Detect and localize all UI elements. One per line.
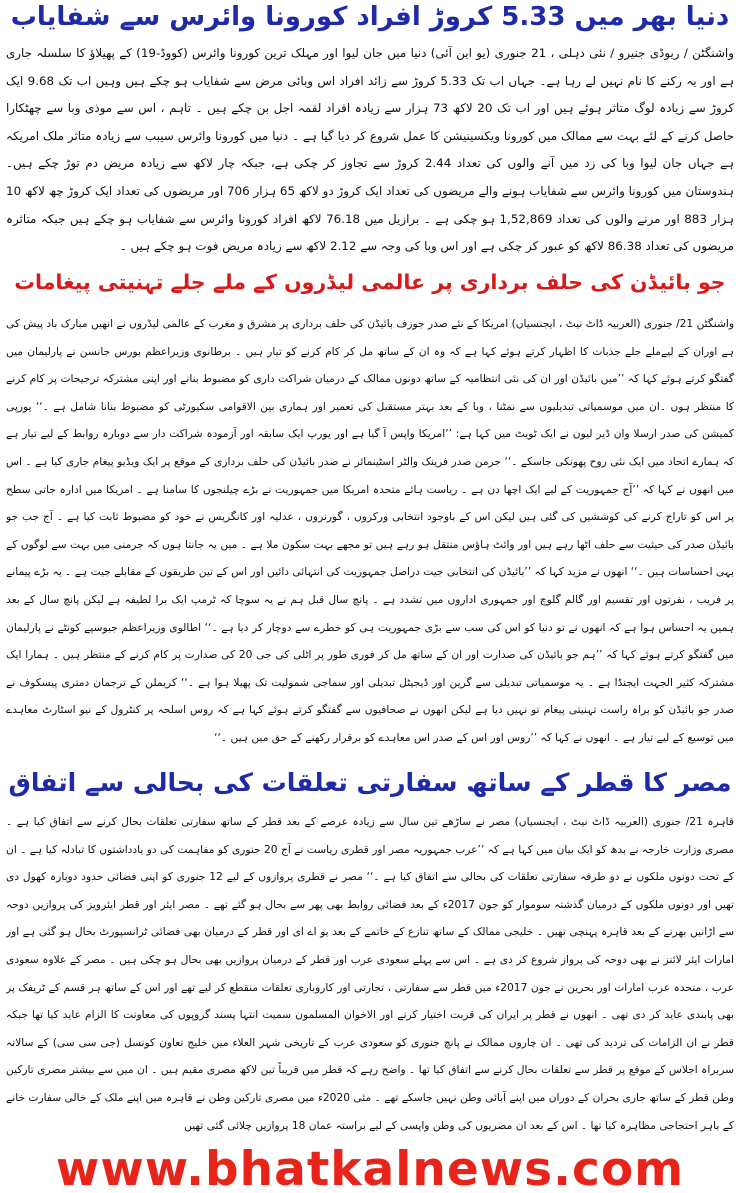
website-banner[interactable]: www.bhatkalnews.com bbox=[55, 1146, 685, 1193]
article-covid-recoveries bbox=[6, 2, 734, 270]
article-biden-inauguration bbox=[6, 270, 734, 768]
headline-covid-recoveries: دنیا بھر میں 5.33 کروڑ افراد کورونا وائرس سے شفایاب bbox=[10, 2, 730, 32]
article-egypt-qatar-relations bbox=[6, 768, 734, 1144]
headline-biden-inauguration: جو بائیڈن کی حلف برداری پر عالمی لیڈروں کے ملے جلے تہنیتی پیغامات bbox=[14, 270, 726, 294]
body-egypt-qatar-relations: قاہرہ 21/ جنوری (العربیہ ڈاٹ نیٹ ، ایجنسیاں) مصر نے ساڑھے تین سال سے زیادہ عرصے کے بعد قطر کے ساتھ سفارتی تعلقات بحال کرنے سے اتفاق کیا ہے ۔ مصری وزارت خارجہ نے بدھ کو ایک بیان میں کہا ہے کہ ’’عرب جمہوریہ مصر اور قطری ریاست نے آج 20 جنوری کو مفاہمت کی دو یادداشتوں کا تبادلہ کیا ہے ۔ ان کے تحت دونوں ملکوں نے دو طرفہ سفارتی تعلقات کی بحالی سے اتفاق کیا ہے ۔‘‘ مصر نے قطری پروازوں کے لیے 12 جنوری کو اپنی فضائی حدود دوبارہ کھول دی تھیں اور دونوں ملکوں کے درمیان گذشتہ سوموار کو جون 2017ء کے بعد فضائی روابط بھی پھر سے بحال ہو گئے تھے ۔ مصر ایئر اور قطر ایئرویز کی پروازیں دوحہ سے اڑانیں بھرنے کے بعد قاہرہ پہنچی تھیں ۔ خلیجی ممالک کے ساتھ تنازع کے خاتمے کے بعد یو اے ای اور قطر کے درمیان بھی فضائی ٹرانسپورٹ بحال ہو گئی ہے اور امارات ایئر لائنز نے بھی دوحہ کی پرواز شروع کر دی ہے ۔ اس سے پہلے سعودی عرب اور قطر کے درمیان پروازیں بھی بحال ہو چکی ہیں ۔ مصر کے علاوہ سعودی عرب ، متحدہ عرب امارات اور بحرین نے جون 2017ء میں قطر سے سفارتی ، تجارتی اور کاروباری تعلقات منقطع کر لیے تھے اور اس کے ساتھ ہر قسم کے ٹریفک پر بھی پابندی عاید کر دی تھی ۔ انھوں نے قطر پر ایران کی قربت اختیار کرنے اور الاخوان المسلمون سمیت انتہا پسند گروپوں کی معاونت کا الزام عاید کیا تھا جبکہ قطر نے ان الزامات کی تردید کی تھی ۔ ان چاروں ممالک نے پانچ جنوری کو سعودی عرب کے تاریخی شہر العلاء میں خلیج تعاون کونسل (جی سی سی) کے سالانہ سربراہ اجلاس کے موقع پر قطر سے تعلقات بحال کرنے سے اتفاق کیا تھا ۔ واضح رہے کہ قطر میں قریباً تین لاکھ مصری مقیم ہیں ۔ ان میں سے بیشتر مصری تارکین وطن قطر کے ساتھ جاری بحران کے دوران میں اپنے آبائی وطن نہیں جاسکے تھے ۔ مئی 2020ء میں مصری تارکین وطن نے قاہرہ میں اپنے ملک کے خالی سفارت خانے کے باہر احتجاجی مظاہرہ کیا تھا ۔ اس کے بعد ان مصریوں کی وطن واپسی کے لیے براستہ عمان 18 پروازیں چلائی گئی تھیں bbox=[6, 815, 734, 1132]
body-covid-recoveries: واشنگٹن / ریوڈی جنیرو / نئی دہلی ، 21 جنوری (یو این آئی) دنیا میں جان لیوا اور مہلک ترین کورونا وائرس (کووڈ-19) کے پھیلاؤ کا سلسلہ جاری ہے اور یہ رکنے کا نام نہیں لے رہا ہے۔ جہاں اب تک 5.33 کروڑ سے زائد افراد اس وبائی مرض سے شفایاب ہو چکے ہیں وہیں اب تک 9.68 ایک کروڑ سے زیادہ لوگ متاثر ہوئے ہیں اور اب تک 20 لاکھ 73 ہزار سے زیادہ افراد لقمہ اجل بن چکے ہیں ۔ تاہم ، اس سے موذی وبا سے چھٹکارا حاصل کرنے کے لئے بہت سے ممالک میں کورونا ویکسینیشن کا عمل شروع کر دیا گیا ہے ۔ دنیا میں کورونا وائرس سیبب سے زیادہ متاثر ملک امریکہ ہے جہاں جان لیوا وبا کی زد میں آنے والوں کی تعداد 2.44 کروڑ سے تجاوز کر چکی ہے، جبکہ چار لاکھ سے زیادہ مریض دم توڑ چکے ہیں۔ ہندوستان میں کورونا وائرس سے شفایاب ہونے والے مریضوں کی تعداد ایک کروڑ دو لاکھ 65 ہزار 706 اور مریضوں کی تعداد ایک کروڑ چھ لاکھ 10 ہزار 883 اور مرنے والوں کی تعداد 1,52,869 ہو چکی ہے ۔ برازیل میں 76.18 لاکھ افراد کورونا وائرس سے شفایاب ہو چکے ہیں جبکہ متاثرہ مریضوں کی تعداد 86.38 لاکھ کو عبور کر چکی ہے اور اس وبا کی وجہ سے 2.12 لاکھ سے زیادہ مریض فوت ہو چکے ہیں ۔ bbox=[6, 46, 734, 254]
body-biden-inauguration: واشنگٹن 21/ جنوری (العربیہ ڈاٹ نیٹ ، ایجنسیاں) امریکا کے نئے صدر جوزف بائیڈن کی حلف برداری پر مشرق و مغرب کے عالمی لیڈروں نے انھیں مبارک باد پیش کی ہے اوران کے لیےملے جلے جذبات کا اظہار کرتے ہوئے کہا ہے کہ وہ ان کے ساتھ مل کر کام کرنے کو تیار ہیں ۔ برطانوی وزیراعظم بورس جانسن نے پارلیمان میں گفتگو کرتے ہوئے کہا کہ ’’میں بائیڈن اور ان کی نئی انتظامیہ کے ساتھ دونوں ممالک کے درمیان شراکت داری کو مضبوط بنانے اور اپنی مشترکہ ترجیحات پر کام کرنے کا منتظر ہوں ۔ان میں موسمیاتی تبدیلیوں سے نمٹنا ، وبا کے بعد بہتر مستقبل کی تعمیر اور ہماری بین الاقوامی سکیورٹی کو مضبوط بنانا شامل ہے ۔‘‘ یورپی کمیشن کی صدر ارسلا وان ڈیر لیون نے ایک ٹویٹ میں کہا ہے: ’’امریکا واپس آ گیا ہے اور یورپ ایک سابقہ اور آزمودہ شراکت دار سے دوبارہ روابط کے لیے تیار ہے کہ ہمارے اتحاد میں ایک نئی روح پھونکی جاسکے ۔‘‘ جرمن صدر فرینک والٹر اسٹینمائر نے صدر بائیڈن کی حلف برداری کے موقع پر ایک ویڈیو پیغام جاری کیا ہے ۔ اس میں انھوں نے کہا کہ ’’آج جمہوریت کے لیے ایک اچھا دن ہے ۔ ریاست ہائے متحدہ امریکا میں جمہوریت نے بڑے چیلنجوں کا سامنا ہے ۔ امریکا میں ادارہ جاتی سطح پر اس کو تاراج کرنے کی کوششیں کی گئی ہیں لیکن اس کے باوجود انتخابی ورکروں ، گورنروں ، عدلیہ اور کانگریس نے خود کو مضبوط ثابت کیا ہے ۔ آج جب جو بائیڈن صدر کی حیثیت سے حلف اٹھا رہے ہیں اور وائٹ ہاؤس منتقل ہو رہے ہیں تو مجھے بہت سکون ملا ہے ۔ میں یہ جانتا ہوں کہ جرمنی میں بہت سے لوگوں کے یہی احساسات ہیں ۔‘‘ انھوں نے مزید کہا کہ ’’بائیڈن کی انتخابی جیت دراصل جمہوریت کی انتہائی دائیں اور اس کے تین طریقوں کے مقابلے جیت ہے ۔ یہ بڑے پیمانے پر فریب ، نفرتوں اور تقسیم اور گالم گلوچ اور جمہوری اداروں میں تشدد ہے ۔ پانچ سال قبل ہم نے یہ سوچا کہ ٹرمپ ایک برا لطیفہ ہے لیکن پانچ سال کے بعد ہمیں یہ احساس ہوا ہے کہ انھوں نے تو دنیا کو اس کی سب سے بڑی جمہوریت ہی کو خطرے سے دوچار کر دیا ہے ۔‘‘ اطالوی وزیراعظم جیوسپے کونٹے نے پارلیمان میں گفتگو کرتے ہوئے کہا کہ ’’ہم جو بائیڈن کی صدارت اور ان کے ساتھ مل کر فوری طور پر اٹلی کی جی 20 کی صدارت پر کام کرنے کے منتظر ہیں ۔ ہمارا ایک مشترکہ کثیر الجہت ایجنڈا ہے ۔ یہ موسمیاتی تبدیلی سے گرین اور ڈیجیٹل تبدیلی اور سماجی شمولیت تک پھیلا ہوا ہے ۔‘‘ کریملن کے ترجمان دمتری پیسکوف نے صدر جو بائیڈن کو براہ راست تہنیتی پیغام تو نہیں دیا ہے لیکن انھوں نے صحافیوں سے گفتگو کرتے ہوئے کہا ہے کہ روس اسلحہ پر کنٹرول کے نیو اسٹارٹ معاہدے میں توسیع کے لیے تیار ہے ۔ انھوں نے کہا کہ ’’روس اور اس کے صدر اس معاہدے کو برقرار رکھنے کے حق میں ہیں ۔‘‘ bbox=[6, 317, 734, 744]
headline-egypt-qatar-relations: مصر کا قطر کے ساتھ سفارتی تعلقات کی بحالی سے اتفاق bbox=[8, 768, 732, 797]
